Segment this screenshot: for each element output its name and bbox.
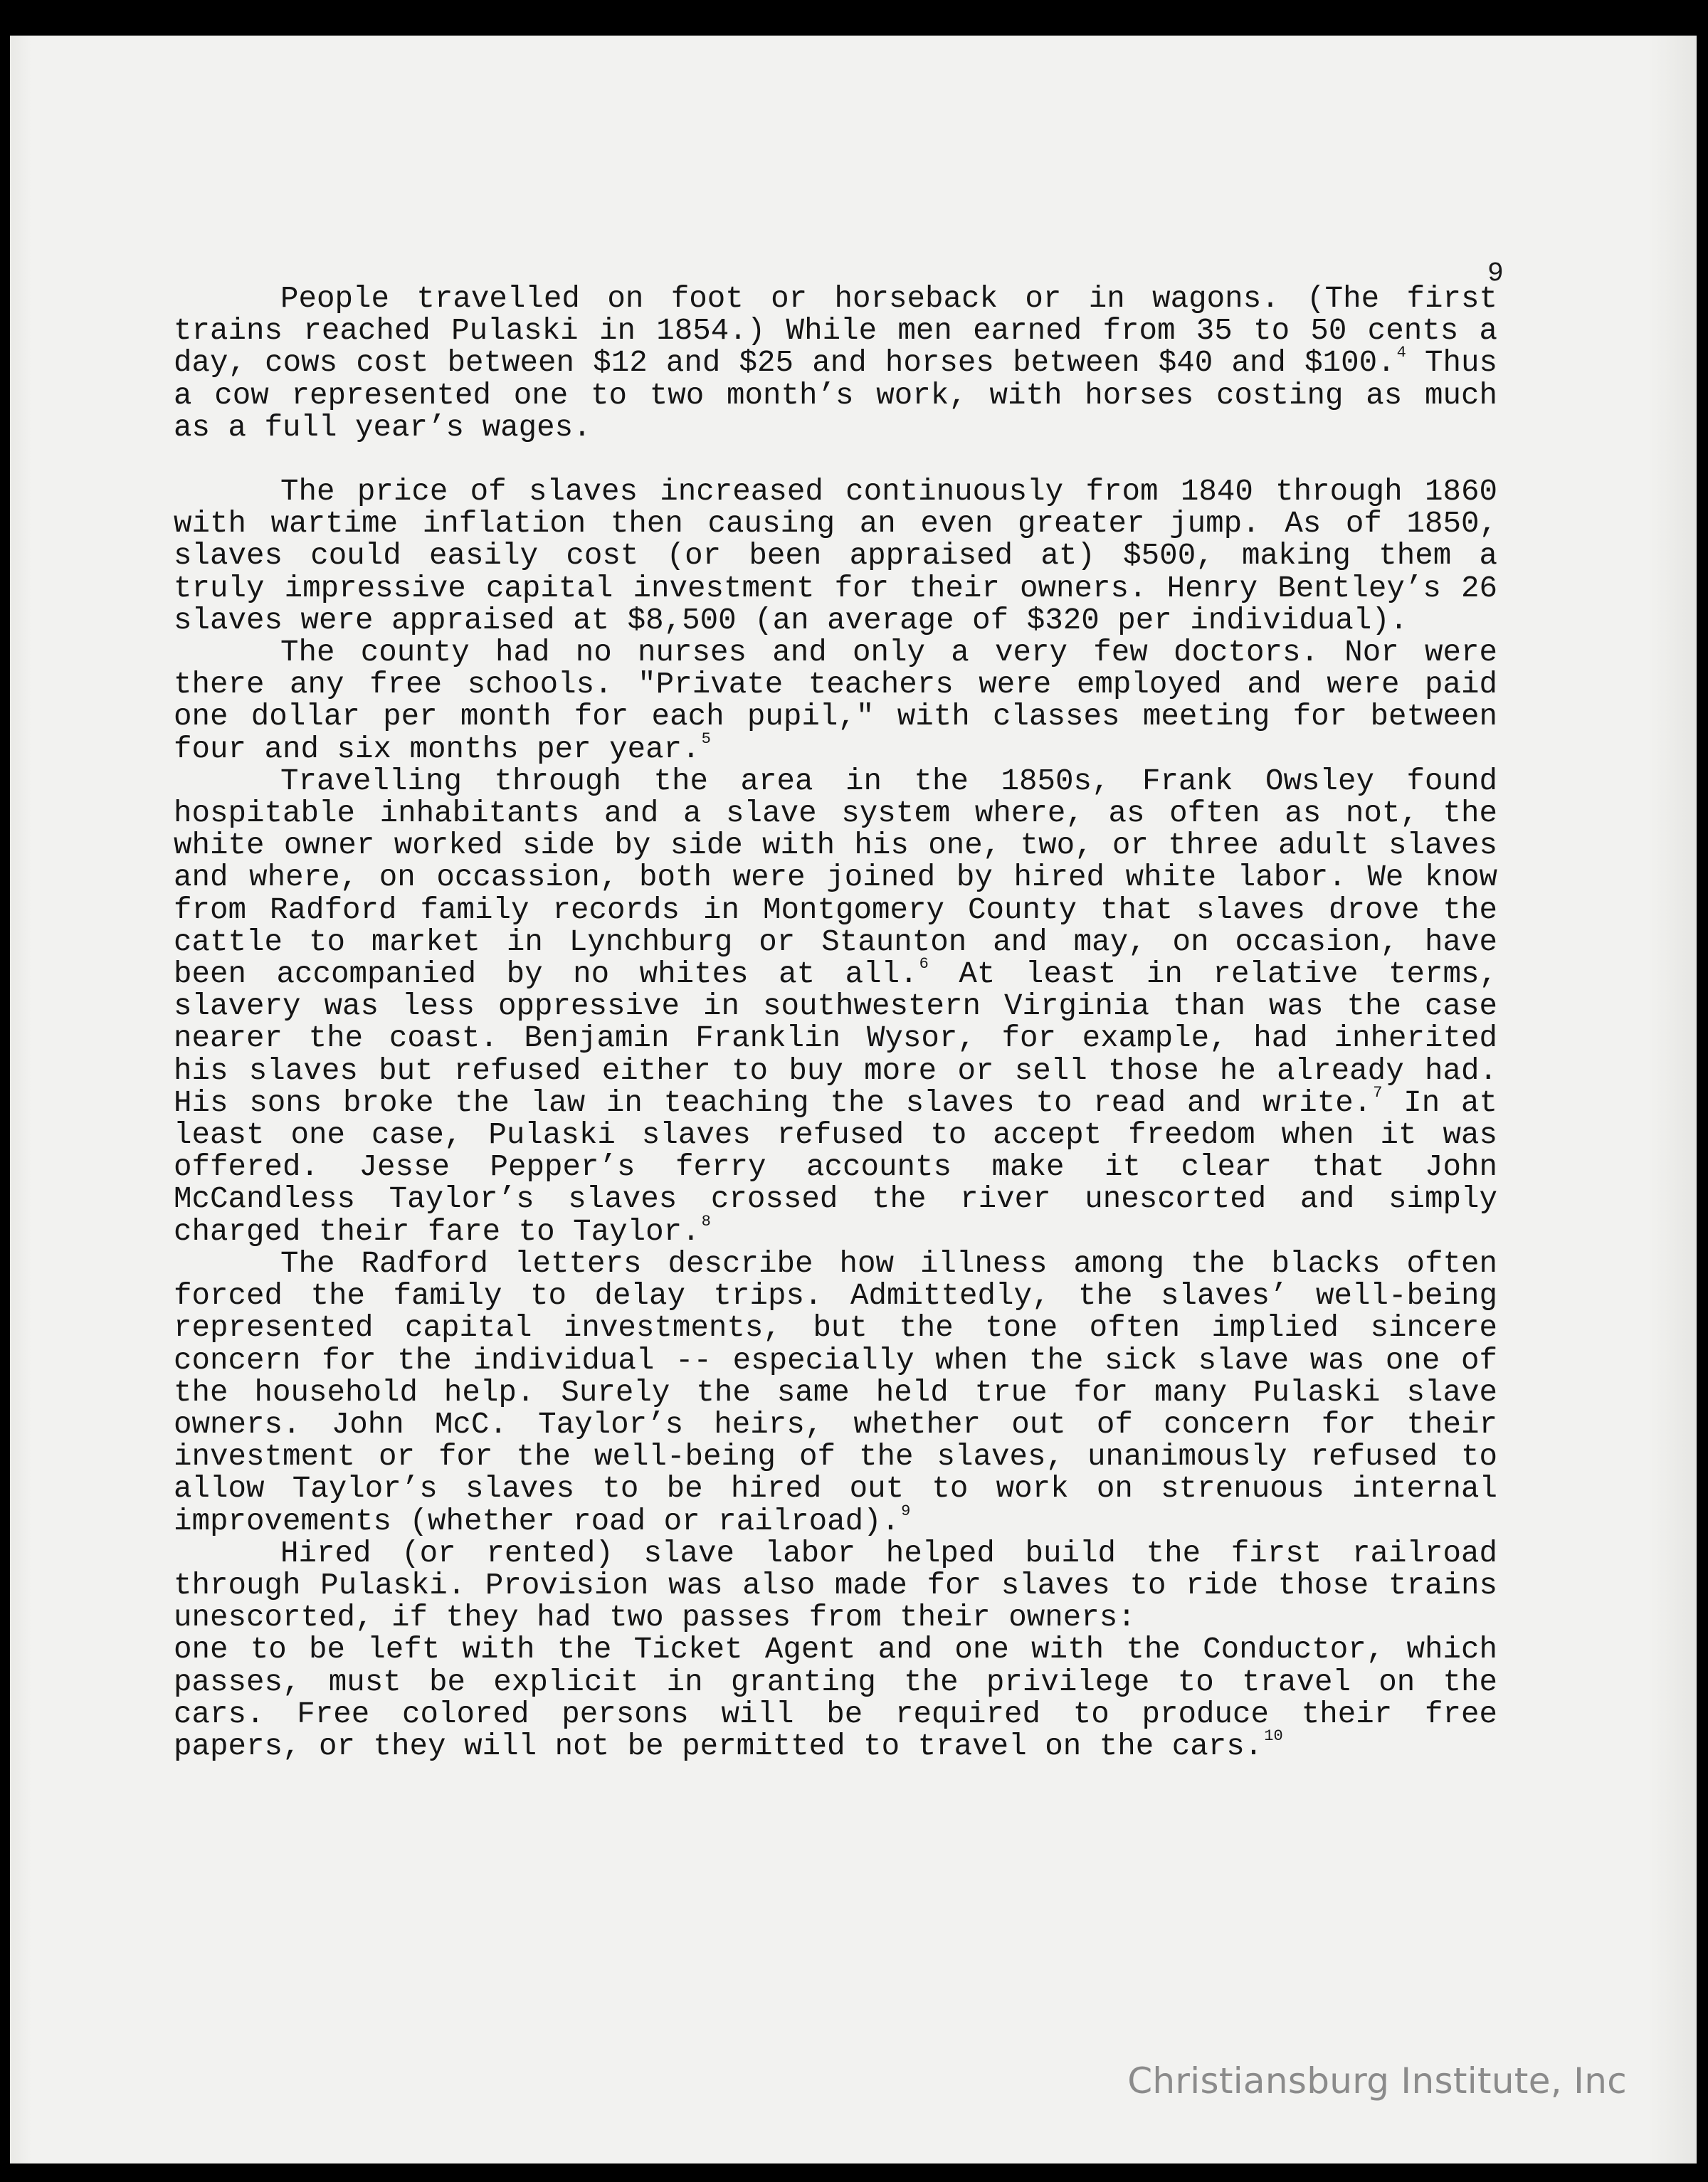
footnote-marker: 10 bbox=[1264, 1727, 1283, 1745]
paragraph-travel-costs bbox=[174, 283, 1497, 444]
page-number: 9 bbox=[1487, 258, 1504, 289]
paragraph-railroad bbox=[174, 1538, 1497, 1635]
text-segment: The county had no nurses and only a very few doctors. Nor were there any free schools. "Private teachers were employed and were paid one dollar per month for each pupil," with classes meeting for between four and six months per year. bbox=[174, 636, 1497, 766]
footnote-marker: 7 bbox=[1373, 1083, 1383, 1102]
body-text bbox=[174, 283, 1497, 1763]
paragraph-radford-letters bbox=[174, 1248, 1497, 1538]
footnote-marker: 8 bbox=[701, 1212, 711, 1230]
footnote-marker: 6 bbox=[919, 955, 929, 974]
footnote-marker: 5 bbox=[701, 729, 711, 748]
text-segment: At least in relative terms, slavery was less oppressive in southwestern Virginia than was the case nearer the coast. Benjamin Franklin Wysor, for example, had inherited his slaves but refused either to buy more or sell those he already had. His sons broke the law in teaching the slaves to read and write. bbox=[174, 957, 1497, 1120]
text-segment: In at least one case, Pulaski slaves refused to accept freedom when it was offered. Jesse Pepper’s ferry accounts make it clear that John McCandless Taylor’s slaves crossed the river unescorted and simply charged their fare to Taylor. bbox=[174, 1085, 1497, 1249]
text-segment: Thus a cow represented one to two month’s work, with horses costing as much as a full year’s wages. bbox=[174, 346, 1498, 445]
paragraph-slave-prices bbox=[174, 476, 1497, 637]
paragraph-schools bbox=[174, 637, 1497, 766]
text-segment: The Radford letters describe how illness among the blacks often forced the family to delay trips. Admittedly, the slaves’ well-being represented capital investments, but the tone often implied sincere concern for the individual -- especially when the sick slave was one of the household help. Surely the same held true for many Pulaski slave owners. John McC. Taylor’s heirs, whether out of concern for their investment or for the well-being of the slaves, unanimously refused to allow Taylor’s slaves to be hired out to work on strenuous internal improvements (whether road or railroad). bbox=[174, 1246, 1497, 1539]
watermark-text: Christiansburg Institute, Inc bbox=[1127, 2060, 1627, 2102]
text-segment: People travelled on foot or horseback or in wagons. (The first trains reached Pulaski in 1854.) While men earned from 35 to 50 cents a day, cows cost between $12 and $25 and horses between $40 and $100. bbox=[174, 282, 1497, 381]
text-segment: one to be left with the Ticket Agent and one with the Conductor, which passes, must be explicit in granting the privilege to travel on the cars. Free colored persons will be required to produce their free papers, or they will not be permitted to travel on the cars. bbox=[174, 1633, 1497, 1764]
paragraph-railroad-quote bbox=[174, 1634, 1497, 1763]
footnote-marker: 4 bbox=[1396, 344, 1406, 362]
text-segment: Hired (or rented) slave labor helped build the first railroad through Pulaski. Provision was also made for slaves to ride those trains unescorted, if they had two passes from their owners: bbox=[174, 1536, 1497, 1635]
footnote-marker: 9 bbox=[901, 1502, 911, 1520]
text-segment: The price of slaves increased continuously from 1840 through 1860 with wartime inflation then causing an even greater jump. As of 1850, slaves could easily cost (or been appraised at) $500, making them a truly impressive capital investment for their owners. Henry Bentley’s 26 slaves were appraised at $8,500 (an average of $320 per individual). bbox=[174, 475, 1497, 638]
paragraph-owsley bbox=[174, 766, 1497, 1248]
text-segment: Travelling through the area in the 1850s, Frank Owsley found hospitable inhabitants and a slave system where, as often as not, the white owner worked side by side with his one, two, or three adult slaves and where, on occassion, both were joined by hired white labor. We know from Radford family records in Montgomery County that slaves drove the cattle to market in Lynchburg or Staunton and may, on occasion, have been accompanied by no whites at all. bbox=[174, 764, 1497, 992]
